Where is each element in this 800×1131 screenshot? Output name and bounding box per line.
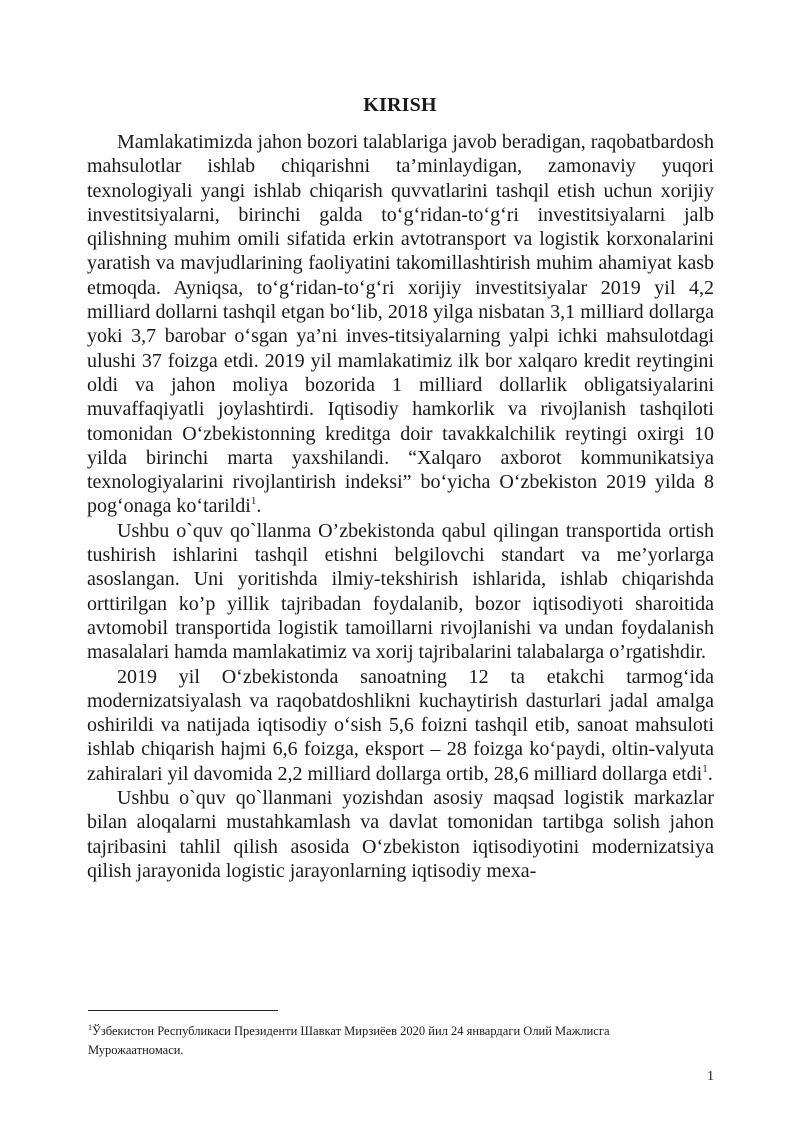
paragraph-1-text: Mamlakatimizda jahon bozori talablariga javob beradigan, raqobatbardosh mahsulotlar ishlab chiqarishni ta’minlaydigan, zamonaviy yuqori texnologiyali yangi ishlab chiqarish quvvatlarini tashqil etish uchun xorijiy investitsiyalarni, birinchi galda to‘g‘ridan-to‘g‘ri investitsiyalarni jalb qilishning muhim omili sifatida erkin avtotransport va logistik korxonalarini yaratish va mavjudlarining faoliyatini takomillashtirish muhim ahamiyat kasb etmoqda. Ayniqsa, to‘g‘ridan-to‘g‘ri xorijiy investitsiyalar 2019 yil 4,2 milliard dollarni tashqil etgan bo‘lib, 2018 yilga nisbatan 3,1 milliard dollarga yoki 3,7 barobar o‘sgan ya’ni inves-titsiyalarning yalpi ichki mahsulotdagi ulushi 37 foizga etdi. 2019 yil mamlakatimiz ilk bor xalqaro kredit reytingini oldi va jahon moliya bozorida 1 milliard dollarlik obligatsiyalarini muvaffaqiyatli joylashtirdi. Iqtisodiy hamkorlik va rivojlanish tashqiloti tomonidan O‘zbekistonning kreditga doir tavakkalchilik reytingi oxirgi 10 yilda birinchi marta yaxshilandi. “Xalqaro axborot kommunikatsiya texnologiyalarini rivojlantirish indeksi” bo‘yicha O‘zbekiston 2019 yilda 8 pog‘onaga ko‘tarildi	[87, 131, 715, 518]
paragraph-1	[87, 130, 714, 519]
paragraph-4-text: Ushbu o`quv qo`llanmani yozishdan asosiy maqsad logistik markazlar bilan aloqalarni mustahkamlash va davlat tomonidan tartibga solish jahon tajribasini tahlil qilish asosida O‘zbekiston iqtisodiyotini modernizatsiya qilish jarayonida logistic jarayonlarning iqtisodiy mexa-	[87, 787, 714, 882]
paragraph-3-text: 2019 yil O‘zbekistonda sanoatning 12 ta etakchi tarmog‘ida modernizatsiyalash va raqobatdoshlikni kuchaytirish dasturlari jadal amalga oshirildi va natijada iqtisodiy o‘sish 5,6 foizni tashqil etib, sanoat mahsuloti ishlab chiqarish hajmi 6,6 foizga, eksport – 28 foizga ko‘paydi, oltin-valyuta zahiralari yil davomida 2,2 milliard dollarga ortib, 28,6 milliard dollarga etdi	[87, 665, 714, 785]
page-title: KIRISH	[363, 94, 437, 116]
footnote	[88, 1022, 688, 1060]
paragraph-2	[87, 519, 714, 665]
paragraph-3-end: .	[707, 762, 713, 785]
footnote-reference: 1	[250, 495, 257, 508]
page-number: 1	[707, 1069, 714, 1084]
paragraph-2-text: Ushbu o`quv qo`llanma O’zbekistonda qabul qilingan transportida ortish tushirish ishlarini tashqil etishni belgilovchi standart va me’yorlarga asoslangan. Uni yoritishda ilmiy-tekshirish ishlarida, ishlab chiqarishda orttirilgan ko’p yillik tajribadan foydalanib, bozor iqtisodiyoti sharoitida avtomobil transportida logistik tamoillarni rivojlanishi va undan foydalanish masalalari hamda mamlakatimiz va xorij tajribalarini talabalarga o’rgatishdir.	[87, 519, 714, 664]
footnote-divider	[88, 1010, 278, 1011]
paragraph-3	[87, 665, 714, 786]
footnote-reference: 1	[702, 762, 708, 775]
body-text	[87, 130, 714, 883]
footnote-mark: 1	[88, 1023, 92, 1032]
footnote-text: Ўзбекистон Республикаси Президенти Шавкат Мирзиёев 2020 йил 24 январдаги Олий Мажлисга Мурожаатномаси.	[88, 1024, 610, 1057]
paragraph-4	[87, 786, 714, 883]
paragraph-1-end: .	[256, 495, 262, 518]
